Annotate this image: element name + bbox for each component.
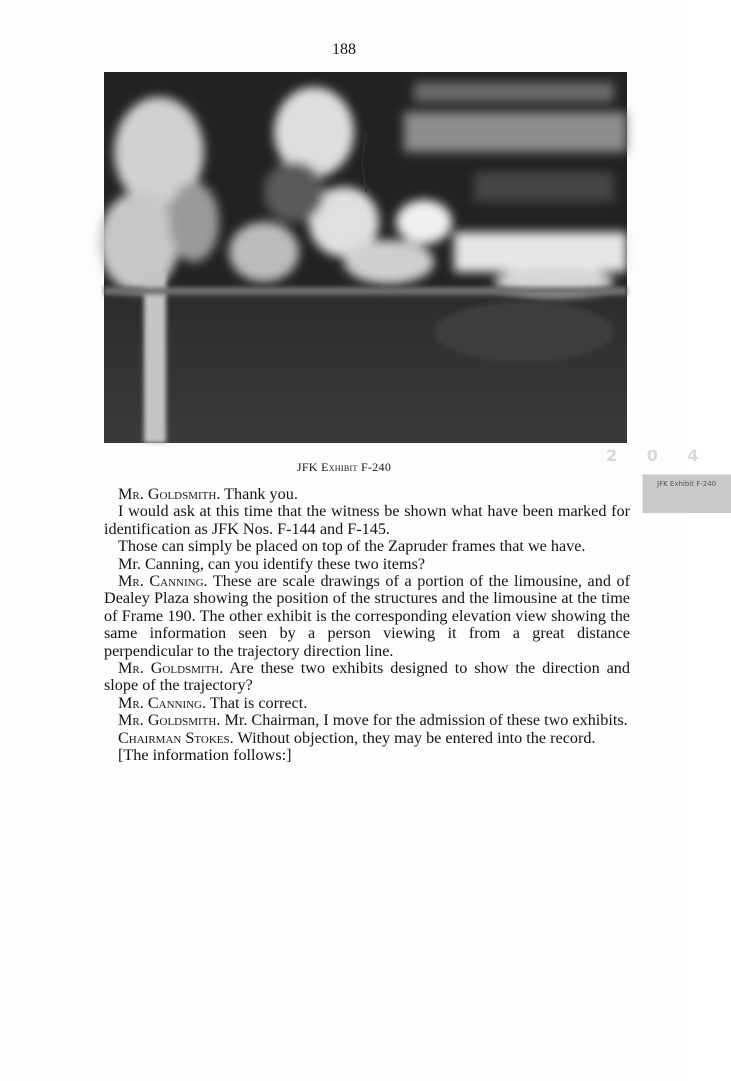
paragraph: [104, 695, 630, 712]
paragraph-text: [The information follows:]: [118, 746, 292, 765]
caption-exhibit-number: F-240: [360, 460, 392, 474]
paragraph: [104, 503, 630, 538]
paragraph: [104, 730, 630, 747]
paragraph-text: Mr. Canning, can you identify these two items?: [118, 554, 426, 573]
paragraph: [104, 573, 630, 660]
paragraph-text: Those can simply be placed on top of the Zapruder frames that we have.: [118, 537, 586, 556]
paragraph: [104, 712, 630, 729]
paragraph: [104, 747, 630, 764]
caption-exhibit-word: Exhibit: [321, 460, 358, 474]
speaker-name: Mr. Goldsmith.: [118, 659, 224, 678]
exhibit-tag-text: JFK Exhibit F-240: [657, 480, 717, 488]
figure-caption: [0, 460, 688, 475]
paragraph-text: These are scale drawings of a portion of the limousine, and of Dealey Plaza showing the position of the structures and the limousine at the time of Frame 190. The other exhibit is the corresponding elevation view showing the same information seen by a person viewing it from a great distance perpendicular to the trajectory direction line.: [104, 572, 630, 660]
page-number: 188: [332, 41, 356, 58]
paragraph-text: Are these two exhibits designed to show the direction and slope of the trajectory?: [104, 659, 630, 695]
paragraph-text: I would ask at this time that the witness be shown what have been marked for identification as JFK Nos. F-144 and F-145.: [104, 502, 630, 538]
speaker-name: Mr. Canning.: [118, 572, 208, 591]
paragraph-text: Without objection, they may be entered into the record.: [233, 728, 596, 747]
paragraph-text: Thank you.: [220, 485, 298, 503]
speaker-name: Mr. Goldsmith.: [118, 485, 221, 503]
zapruder-frame-photo: [104, 72, 717, 488]
speaker-name: Mr. Canning.: [118, 693, 207, 712]
frame-number: 2 0 4: [606, 446, 711, 465]
paragraph: [104, 538, 630, 555]
paragraph-text: Mr. Chairman, I move for the admission of these two exhibits.: [220, 711, 628, 730]
body-text: [104, 486, 630, 765]
speaker-name: Chairman Stokes.: [118, 728, 234, 747]
caption-prefix: JFK: [296, 460, 318, 474]
paragraph: [104, 556, 630, 573]
speaker-name: Mr. Goldsmith.: [118, 711, 221, 730]
exhibit-tag-label: [642, 474, 731, 513]
paragraph-text: That is correct.: [206, 693, 308, 712]
paragraph: [104, 660, 630, 695]
paragraph: [104, 486, 630, 503]
